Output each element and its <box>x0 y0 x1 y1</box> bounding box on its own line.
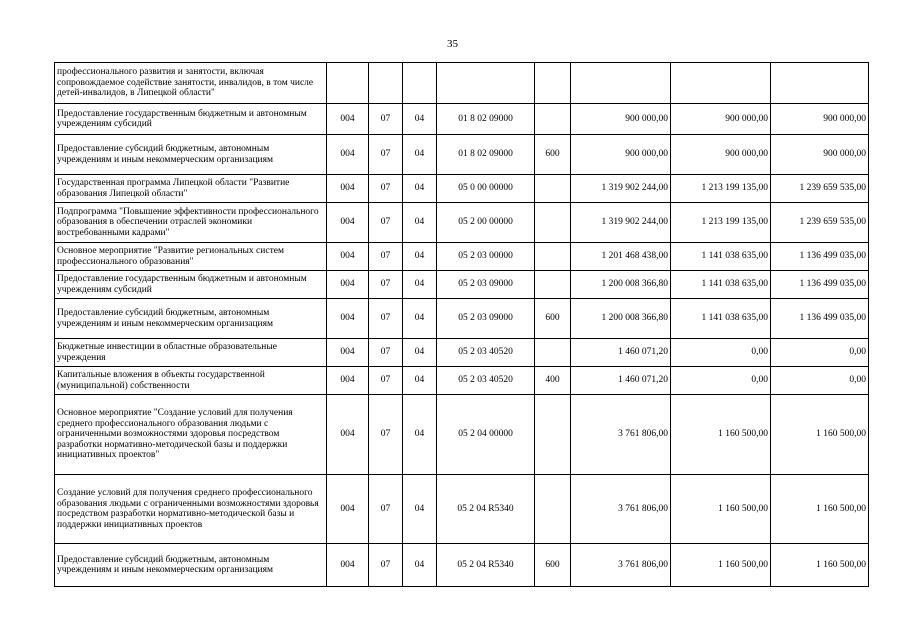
row-section: 07 <box>369 175 403 203</box>
row-ministry-code: 004 <box>327 104 369 135</box>
row-ministry-code: 004 <box>327 175 369 203</box>
table-row <box>55 367 869 395</box>
row-ministry-code: 004 <box>327 271 369 299</box>
row-subsection: 04 <box>403 299 437 339</box>
row-subsection: 04 <box>403 243 437 271</box>
table-row <box>55 339 869 367</box>
row-amount-2: 900 000,00 <box>671 104 771 135</box>
row-name: профессионального развития и занятости, включая сопровождаемое содействие занятости, инвалидов, в том числе детей-инвалидов, в Липецкой области" <box>55 63 327 104</box>
row-target-code <box>437 63 535 104</box>
row-section: 07 <box>369 544 403 587</box>
row-expense-type <box>535 395 571 475</box>
row-name: Предоставление государственным бюджетным и автономным учреждениям субсидий <box>55 104 327 135</box>
row-amount-2: 1 141 038 635,00 <box>671 271 771 299</box>
table-row <box>55 203 869 243</box>
row-target-code: 05 0 00 00000 <box>437 175 535 203</box>
row-target-code: 05 2 04 00000 <box>437 395 535 475</box>
row-name: Предоставление государственным бюджетным и автономным учреждениям субсидий <box>55 271 327 299</box>
row-section: 07 <box>369 299 403 339</box>
row-subsection: 04 <box>403 135 437 175</box>
row-amount-3: 0,00 <box>771 339 869 367</box>
row-name: Бюджетные инвестиции в областные образовательные учреждения <box>55 339 327 367</box>
row-subsection: 04 <box>403 395 437 475</box>
row-target-code: 05 2 03 09000 <box>437 271 535 299</box>
row-subsection: 04 <box>403 104 437 135</box>
row-section: 07 <box>369 243 403 271</box>
row-section: 07 <box>369 395 403 475</box>
row-ministry-code: 004 <box>327 395 369 475</box>
row-expense-type <box>535 339 571 367</box>
row-amount-1: 1 460 071,20 <box>571 339 671 367</box>
row-section: 07 <box>369 271 403 299</box>
row-subsection <box>403 63 437 104</box>
row-amount-2: 0,00 <box>671 367 771 395</box>
row-ministry-code: 004 <box>327 243 369 271</box>
row-ministry-code: 004 <box>327 299 369 339</box>
row-amount-3: 1 136 499 035,00 <box>771 243 869 271</box>
row-amount-1: 900 000,00 <box>571 104 671 135</box>
row-amount-1: 1 200 008 366,80 <box>571 299 671 339</box>
row-amount-1: 1 319 902 244,00 <box>571 203 671 243</box>
row-amount-1: 1 200 008 366,80 <box>571 271 671 299</box>
row-section: 07 <box>369 367 403 395</box>
row-subsection: 04 <box>403 339 437 367</box>
row-expense-type <box>535 243 571 271</box>
row-amount-3: 0,00 <box>771 367 869 395</box>
row-ministry-code: 004 <box>327 475 369 544</box>
row-amount-3: 1 239 659 535,00 <box>771 175 869 203</box>
row-amount-1: 3 761 806,00 <box>571 544 671 587</box>
table-row <box>55 104 869 135</box>
table-row <box>55 63 869 104</box>
row-amount-2: 1 141 038 635,00 <box>671 243 771 271</box>
table-row <box>55 175 869 203</box>
row-subsection: 04 <box>403 367 437 395</box>
row-expense-type: 600 <box>535 299 571 339</box>
row-expense-type: 600 <box>535 135 571 175</box>
row-section: 07 <box>369 475 403 544</box>
row-target-code: 05 2 04 R5340 <box>437 475 535 544</box>
row-expense-type: 600 <box>535 544 571 587</box>
row-ministry-code: 004 <box>327 544 369 587</box>
row-section: 07 <box>369 135 403 175</box>
row-amount-3: 1 160 500,00 <box>771 475 869 544</box>
row-amount-2: 1 213 199 135,00 <box>671 175 771 203</box>
row-amount-3 <box>771 63 869 104</box>
row-amount-3: 900 000,00 <box>771 135 869 175</box>
row-expense-type <box>535 271 571 299</box>
row-name: Капитальные вложения в объекты государственной (муниципальной) собственности <box>55 367 327 395</box>
row-amount-2: 1 141 038 635,00 <box>671 299 771 339</box>
table-row <box>55 475 869 544</box>
row-name: Государственная программа Липецкой области "Развитие образования Липецкой области" <box>55 175 327 203</box>
row-amount-2: 0,00 <box>671 339 771 367</box>
table-row <box>55 271 869 299</box>
row-amount-3: 1 136 499 035,00 <box>771 271 869 299</box>
row-amount-1: 1 201 468 438,00 <box>571 243 671 271</box>
row-section <box>369 63 403 104</box>
row-target-code: 05 2 03 09000 <box>437 299 535 339</box>
row-amount-1: 3 761 806,00 <box>571 395 671 475</box>
table-row <box>55 395 869 475</box>
row-amount-3: 1 160 500,00 <box>771 395 869 475</box>
row-amount-3: 1 239 659 535,00 <box>771 203 869 243</box>
row-ministry-code: 004 <box>327 135 369 175</box>
row-subsection: 04 <box>403 203 437 243</box>
row-ministry-code: 004 <box>327 339 369 367</box>
table-row <box>55 243 869 271</box>
row-subsection: 04 <box>403 271 437 299</box>
row-target-code: 01 8 02 09000 <box>437 104 535 135</box>
page-number: 35 <box>447 38 458 50</box>
row-subsection: 04 <box>403 475 437 544</box>
row-name: Основное мероприятие "Развитие региональных систем профессионального образования" <box>55 243 327 271</box>
row-name: Предоставление субсидий бюджетным, автономным учреждениям и иным некоммерческим организациям <box>55 299 327 339</box>
row-name: Предоставление субсидий бюджетным, автономным учреждениям и иным некоммерческим организациям <box>55 544 327 587</box>
row-name: Основное мероприятие "Создание условий для получения среднего профессионального образования людьми с ограниченными возможностями здоровья посредством разработки нормативно-методической базы и поддержки инициативных проектов" <box>55 395 327 475</box>
row-target-code: 05 2 03 00000 <box>437 243 535 271</box>
row-ministry-code <box>327 63 369 104</box>
row-section: 07 <box>369 339 403 367</box>
row-target-code: 05 2 03 40520 <box>437 339 535 367</box>
row-amount-1: 1 319 902 244,00 <box>571 175 671 203</box>
row-expense-type <box>535 63 571 104</box>
row-amount-2: 1 160 500,00 <box>671 395 771 475</box>
row-ministry-code: 004 <box>327 367 369 395</box>
table-row <box>55 544 869 587</box>
row-amount-1: 900 000,00 <box>571 135 671 175</box>
row-section: 07 <box>369 104 403 135</box>
row-amount-1: 3 761 806,00 <box>571 475 671 544</box>
row-amount-2: 1 160 500,00 <box>671 475 771 544</box>
row-amount-2: 1 213 199 135,00 <box>671 203 771 243</box>
row-name: Предоставление субсидий бюджетным, автономным учреждениям и иным некоммерческим организациям <box>55 135 327 175</box>
row-name: Подпрограмма "Повышение эффективности профессионального образования в обеспечении отраслей экономики востребованными кадрами" <box>55 203 327 243</box>
row-target-code: 05 2 04 R5340 <box>437 544 535 587</box>
table-row <box>55 299 869 339</box>
row-subsection: 04 <box>403 544 437 587</box>
row-name: Создание условий для получения среднего профессионального образования людьми с ограниченными возможностями здоровья посредством разработки нормативно-методической базы и поддержки инициативных проектов <box>55 475 327 544</box>
table-row <box>55 135 869 175</box>
row-amount-2: 1 160 500,00 <box>671 544 771 587</box>
row-amount-3: 1 160 500,00 <box>771 544 869 587</box>
row-amount-2: 900 000,00 <box>671 135 771 175</box>
row-subsection: 04 <box>403 175 437 203</box>
row-expense-type <box>535 104 571 135</box>
row-expense-type <box>535 175 571 203</box>
budget-table <box>54 62 869 587</box>
row-ministry-code: 004 <box>327 203 369 243</box>
row-section: 07 <box>369 203 403 243</box>
row-amount-3: 1 136 499 035,00 <box>771 299 869 339</box>
row-target-code: 05 2 03 40520 <box>437 367 535 395</box>
row-expense-type <box>535 203 571 243</box>
row-amount-1 <box>571 63 671 104</box>
row-amount-3: 900 000,00 <box>771 104 869 135</box>
row-amount-1: 1 460 071,20 <box>571 367 671 395</box>
row-expense-type: 400 <box>535 367 571 395</box>
row-amount-2 <box>671 63 771 104</box>
row-target-code: 05 2 00 00000 <box>437 203 535 243</box>
row-target-code: 01 8 02 09000 <box>437 135 535 175</box>
row-expense-type <box>535 475 571 544</box>
